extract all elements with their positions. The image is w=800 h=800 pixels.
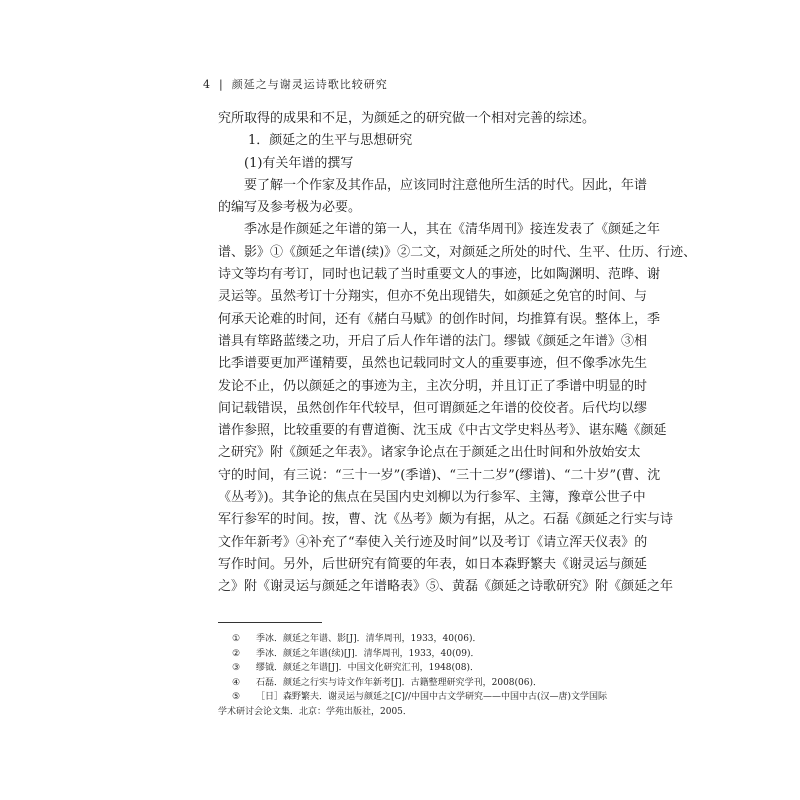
- body-line: 比季谱要更加严谨精要，虽然也记载同时文人的重要事迹，但不像季冰先生: [218, 356, 648, 372]
- footnote: [218, 647, 578, 662]
- body-line: 谱具有筚路蓝缕之功，开启了后人作年谱的法门。缪钺《颜延之年谱》③相: [218, 333, 648, 349]
- footnote: [218, 676, 578, 691]
- footnotes: [218, 632, 607, 719]
- body-line: 灵运等。虽然考订十分翔实，但亦不免出现错失，如颜延之免官的时间、与: [218, 289, 648, 305]
- header-separator: |: [219, 78, 224, 91]
- body-line: 写作时间。另外，后世研究有简要的年表，如日本森野繁夫《谢灵运与颜延: [218, 556, 648, 572]
- running-title: 颜延之与谢灵运诗歌比较研究: [231, 78, 388, 91]
- body-line: 文作年新考》④补充了“奉使入关行迹及时间”以及考订《请立浑天仪表》的: [218, 534, 648, 550]
- body-line: 季冰是作颜延之年谱的第一人，其在《清华周刊》接连发表了《颜延之年: [244, 222, 661, 238]
- footnote: [218, 661, 578, 676]
- body-line: 《丛考》)。其争论的焦点在吴国内史刘柳以为行参军、主簿，豫章公世子中: [218, 490, 646, 506]
- footnote-text: 季冰．颜延之年谱(续)[J]．清华周刊，1933，40(09)．: [256, 648, 480, 659]
- footnote-number: ④: [232, 677, 241, 688]
- footnote-rule: [218, 622, 322, 623]
- body-line: 的编写及参考极为必要。: [218, 200, 362, 216]
- page-number: 4: [203, 78, 211, 91]
- body-line: 发论不止，仍以颜延之的事迹为主，主次分明，并且订正了季谱中明显的时: [218, 378, 648, 394]
- footnote-text: ［日］森野繁夫．谢灵运与颜延之[C]//中国中古文学研究——中国中古(汉—唐)文学国际: [256, 692, 607, 702]
- body-line: 何承天论难的时间，还有《赭白马赋》的创作时间，均推算有误。整体上，季: [218, 311, 661, 327]
- body-line: 诗文等均有考订，同时也记载了当时重要文人的事迹，比如陶渊明、范晔、谢: [218, 267, 661, 283]
- body-line: 1．颜延之的生平与思想研究: [248, 133, 413, 149]
- body-line: 间记载错误，虽然创作年代较早，但可谓颜延之年谱的佼佼者。后代均以缪: [218, 400, 648, 416]
- footnote-text: 缪钺．颜延之年谱[J]．中国文化研究汇刊，1948(08)．: [256, 663, 480, 673]
- body-line: 之研究》附《颜延之年表》。诸家争论点在于颜延之出仕时间和外放始安太: [218, 445, 641, 461]
- body-line: 究所取得的成果和不足，为颜延之的研究做一个相对完善的综述。: [218, 111, 596, 126]
- body-line: 谱作参照，比较重要的有曹道衡、沈玉成《中古文学史料丛考》、谌东飚《颜延: [218, 423, 667, 439]
- body-line: 要了解一个作家及其作品，应该同时注意他所生活的时代。因此，年谱: [244, 177, 648, 193]
- footnote: [218, 690, 607, 705]
- footnote-text: 石磊．颜延之行实与诗文作年新考[J]．古籍整理研究学刊，2008(06)．: [256, 677, 543, 688]
- body-text: [218, 108, 697, 599]
- body-line: 守的时间，有三说：“三十一岁”(季谱)、“三十二岁”(缪谱)、“二十岁”(曹、沈: [218, 467, 661, 483]
- body-line: 军行参军的时间。按，曹、沈《丛考》颇为有据，从之。石磊《颜延之行实与诗: [218, 512, 674, 528]
- body-line: (1)有关年谱的撰写: [244, 155, 354, 171]
- footnote-number: ③: [232, 663, 241, 673]
- footnote-continuation: 学术研讨会论文集．北京：学苑出版社，2005．: [218, 706, 412, 717]
- running-header: [203, 76, 388, 92]
- footnote-number: ①: [232, 634, 241, 644]
- body-line: 谱、影》①《颜延之年谱(续)》②二文，对颜延之所处的时代、生平、仕历、行迹、: [218, 244, 697, 260]
- body-line: 之》附《谢灵运与颜延之年谱略表》⑤、黄磊《颜延之诗歌研究》附《颜延之年: [218, 579, 674, 595]
- footnote: [218, 632, 578, 647]
- footnote-number: ②: [232, 648, 241, 659]
- footnote-number: ⑤: [232, 692, 241, 702]
- footnote-text: 季冰．颜延之年谱、影[J]．清华周刊，1933，40(06)．: [256, 634, 482, 644]
